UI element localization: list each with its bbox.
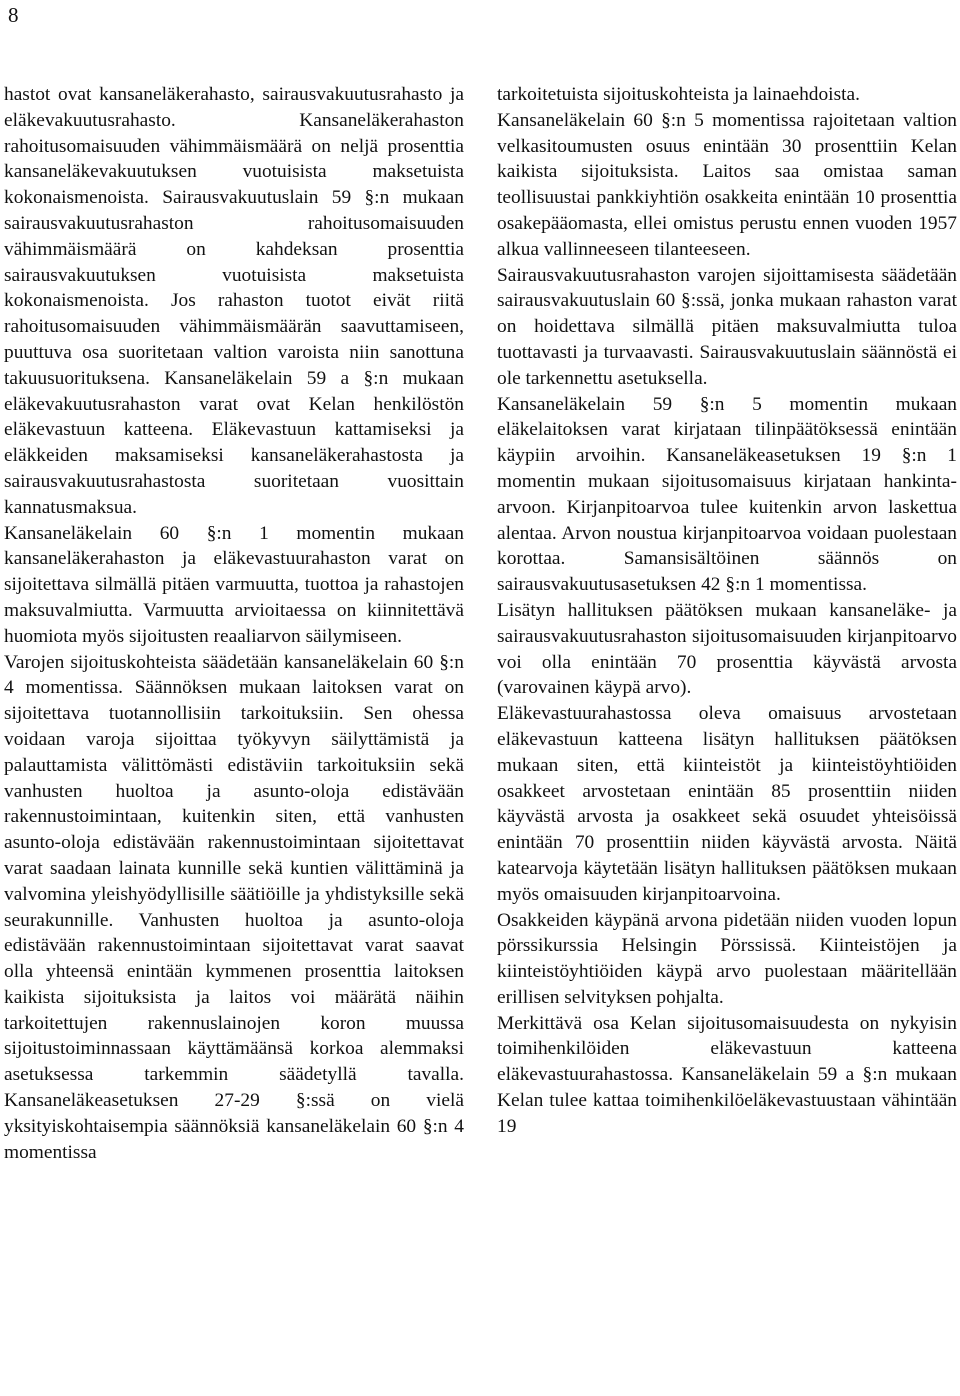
paragraph: Kansaneläkelain 60 §:n 5 momentissa rajoitetaan valtion velkasitoumusten osuus enintään 30 prosenttiin Kelan kaikista sijoituksista. Laitos saa omistaa saman teollisuustai pankkiyhtiön osakkeita enintään 10 prosenttia osakepääomasta, ellei omistus perustu ennen vuoden 1957 alkua vallinneeseen tilanteeseen. xyxy=(497,109,957,260)
paragraph: Varojen sijoituskohteista säädetään kansaneläkelain 60 §:n 4 momentissa. Säännöksen mukaan laitoksen varat on sijoitettava tuotannollisiin tarkoituksiin. Sen ohessa voidaan varoja sijoittaa työkyvyn säilyttämistä ja palauttamista välittömästi edistäviin tarkoituksiin sekä vanhusten huoltoa ja asunto-oloja edistävään rakennustoimintaan, kuitenkin siten, että vanhusten asunto-oloja edistävään rakennustoimintaan sijoitettavat varat saadaan lainata kunnille sekä kuntien välittäminä ja valvomina yleishyödyllisille säätiöille ja yhdistyksille sekä seurakunnille. Vanhusten huoltoa ja asunto-oloja edistävään rakennustoimintaan sijoitettavat varat saavat olla yhteensä enintään kymmenen prosenttia laitoksen kaikista sijoituksista ja laitos voi määrätä näihin tarkoitettujen rakennuslainojen koron muussa sijoitustoiminnassaan käyttämäänsä korkoa alemmaksi asetuksessa tarkemmin säädetyllä tavalla. Kansaneläkeasetuksen 27-29 §:ssä on vielä yksityiskohtaisempia säännöksiä kansaneläkelain 60 §:n 4 momentissa xyxy=(4,651,464,1163)
paragraph: Merkittävä osa Kelan sijoitusomaisuudesta on nykyisin toimihenkilöiden eläkevastuun katteena eläkevastuurahastossa. Kansaneläkelain 59 a §:n mukaan Kelan tulee kattaa toimihenkilöeläkevastuustaan vähintään 19 xyxy=(497,1012,957,1137)
paragraph: Eläkevastuurahastossa oleva omaisuus arvostetaan eläkevastuun katteena lisätyn hallituksen päätöksen mukaan siten, että kiinteistöt ja kiinteistöyhtiöiden osakkeet arvostetaan enintään 85 prosenttiin niiden käyvästä arvosta ja osakkeet sekä osuudet yhteisöissä enintään 70 prosenttiin niiden käyvästä arvosta. Näitä katearvoja käytetään lisätyn hallituksen päätöksen mukaan myös omaisuuden kirjanpitoarvoina. xyxy=(497,703,957,905)
right-text-column xyxy=(497,82,957,1140)
left-text-column xyxy=(4,82,464,1165)
paragraph: Lisätyn hallituksen päätöksen mukaan kansaneläke- ja sairausvakuutusrahaston sijoitusomaisuuden kirjanpitoarvo voi olla enintään 70 prosenttia käyvästä arvosta (varovainen käypä arvo). xyxy=(497,599,957,699)
paragraph: Sairausvakuutusrahaston varojen sijoittamisesta säädetään sairausvakuutuslain 60 §:ssä, jonka mukaan rahaston varat on hoidettava silmällä pitäen maksuvalmiutta tuloa tuottavasti ja turvaavasti. Sairausvakuutuslain säännöstä ei ole tarkennettu asetuksella. xyxy=(497,264,957,389)
paragraph: hastot ovat kansaneläkerahasto, sairausvakuutusrahasto ja eläkevakuutusrahasto. Kansaneläkerahaston rahoitusomaisuuden vähimmäismäärä on neljä prosenttia kansaneläkevakuutuksen vuotuisista maksetuista kokonaismenoista. Sairausvakuutuslain 59 §:n mukaan sairausvakuutusrahaston rahoitusomaisuuden vähimmäismäärä on kahdeksan prosenttia sairausvakuutuksen vuotuisista maksetuista kokonaismenoista. Jos rahaston tuotot eivät riitä rahoitusomaisuuden vähimmäismäärän saavuttamiseen, puuttuva osa suoritetaan valtion varoista niin sanottuna takuusuorituksena. Kansaneläkelain 59 a §:n mukaan eläkevakuutusrahaston varat ovat Kelan henkilöstön eläkevastuun katteena. Eläkevastuun kattamiseksi ja eläkkeiden maksamiseksi kansaneläkerahastosta ja sairausvakuutusrahastosta suoritetaan vuosittain kannatusmaksua. xyxy=(4,84,464,518)
paragraph: Osakkeiden käypänä arvona pidetään niiden vuoden lopun pörssikurssia Helsingin Pörssissä. Kiinteistöjen ja kiinteistöyhtiöiden käypä arvo puolestaan määritellään erillisen selvityksen pohjalta. xyxy=(497,909,957,1008)
paragraph: tarkoitetuista sijoituskohteista ja lainaehdoista. xyxy=(497,84,860,105)
paragraph: Kansaneläkelain 59 §:n 5 momentin mukaan eläkelaitoksen varat kirjataan tilinpäätöksessä enintään käypiin arvoihin. Kansaneläkeasetuksen 19 §:n 1 momentin mukaan sijoitusomaisuus kirjataan hankinta-arvoon. Kirjanpitoarvoa tulee kuitenkin arvon laskettua alentaa. Arvon noustua kirjanpitoarvoa voidaan puolestaan korottaa. Samansisältöinen säännös on sairausvakuutusasetuksen 42 §:n 1 momentissa. xyxy=(497,393,957,596)
paragraph: Kansaneläkelain 60 §:n 1 momentin mukaan kansaneläkerahaston ja eläkevastuurahaston varat on sijoitettava silmällä pitäen varmuutta, tuottoa ja rahastojen maksuvalmiutta. Varmuutta arvioitaessa on kiinnitettävä huomiota myös sijoitusten reaaliarvon säilymiseen. xyxy=(4,522,464,647)
page-number: 8 xyxy=(8,3,19,27)
